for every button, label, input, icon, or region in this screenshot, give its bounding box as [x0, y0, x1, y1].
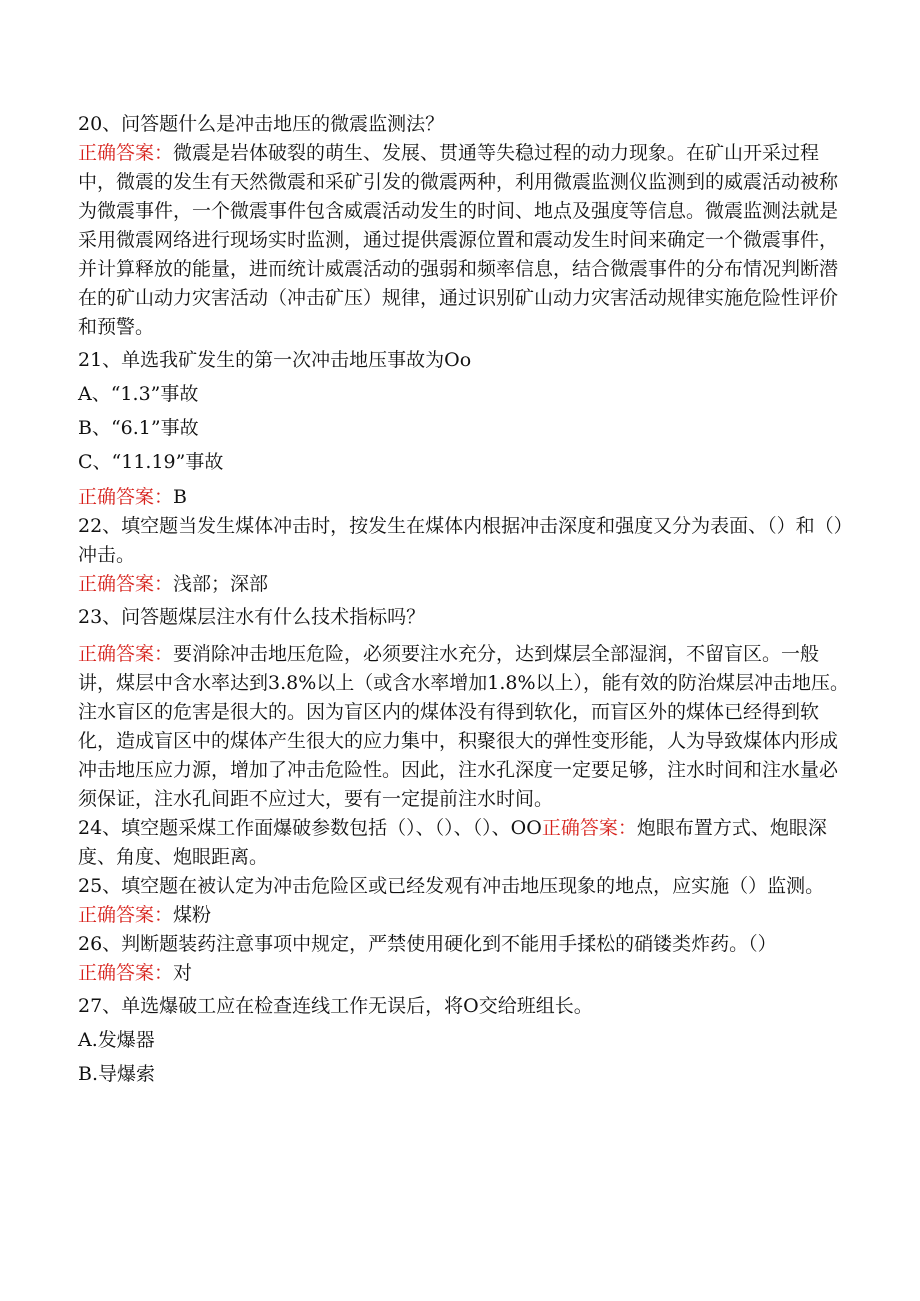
question-20: 20、问答题什么是冲击地压的微震监测法？ [78, 113, 445, 135]
answer-text: 对 [173, 962, 193, 984]
option-27-a: A.发爆器 [78, 1029, 155, 1051]
question-24 [78, 814, 850, 872]
answer-text: 煤粉 [173, 904, 212, 926]
question-22: 22、填空题当发生煤体冲击时，按发生在煤体内根据冲击深度和强度又分为表面、（）和（）冲击。 [78, 515, 844, 566]
answer-label: 正确答案： [78, 643, 174, 665]
answer-23 [78, 640, 850, 814]
question-text: 24、填空题采煤工作面爆破参数包括（）、（）、（）、OO [78, 817, 542, 839]
answer-text: 要消除冲击地压危险，必须要注水充分，达到煤层全部湿润，不留盲区。一般讲，煤层中含水率达到3.8%以上（或含水率增加1.8%以上），能有效的防治煤层冲击地压。注水盲区的危害是很大的。因为盲区内的煤体没有得到软化，而盲区外的煤体已经得到软化，造成盲区中的煤体产生很大的应力集中，积聚很大的弹性变形能，人为导致煤体内形成冲击地压应力源，增加了冲击危险性。因此，注水孔深度一定要足够，注水时间和注水量必须保证，注水孔间距不应过大，要有一定提前注水时间。 [78, 643, 850, 810]
answer-21 [78, 483, 850, 512]
answer-20 [78, 139, 850, 342]
question-27: 27、单选爆破工应在检查连线工作无误后，将O交给班组长。 [78, 995, 593, 1017]
answer-text: 微震是岩体破裂的萌生、发展、贯通等失稳过程的动力现象。在矿山开采过程中，微震的发生有天然微震和采矿引发的微震两种，利用微震监测仪监测到的威震活动被称为微震事件，一个微震事件包含威震活动发生的时间、地点及强度等信息。微震监测法就是采用微震网络进行现场实时监测，通过提供震源位置和震动发生时间来确定一个微震事件，并计算释放的能量，进而统计威震活动的强弱和频率信息，结合微震事件的分布情况判断潜在的矿山动力灾害活动（冲击矿压）规律，通过识别矿山动力灾害活动规律实施危险性评价和预警。 [78, 142, 839, 338]
option-21-a: A、“1.3”事故 [78, 383, 199, 405]
answer-text: 浅部；深部 [173, 573, 269, 595]
document-page [78, 110, 850, 1089]
question-26: 26、判断题装药注意事项中规定，严禁使用硬化到不能用手揉松的硝镂类炸药。（） [78, 933, 777, 955]
answer-22 [78, 570, 850, 599]
answer-label: 正确答案： [78, 142, 174, 164]
question-23: 23、问答题煤层注水有什么技术指标吗？ [78, 606, 426, 628]
answer-label: 正确答案： [78, 904, 174, 926]
answer-label: 正确答案： [78, 962, 174, 984]
answer-label: 正确答案： [78, 486, 174, 508]
answer-text: B [173, 486, 187, 508]
question-21: 21、单选我矿发生的第一次冲击地压事故为Oo [78, 349, 472, 371]
question-25: 25、填空题在被认定为冲击危险区或已经发观有冲击地压现象的地点，应实施（）监测。 [78, 875, 825, 897]
answer-label: 正确答案： [78, 573, 174, 595]
answer-26 [78, 959, 850, 988]
option-27-b: B.导爆索 [78, 1063, 156, 1085]
option-21-c: C、“11.19”事故 [78, 451, 224, 473]
answer-25 [78, 901, 850, 930]
option-21-b: B、“6.1”事故 [78, 417, 199, 439]
answer-label: 正确答案： [541, 817, 637, 839]
answer-text: 炮眼布置方式、炮眼深度、角度、炮眼距离。 [78, 817, 827, 868]
